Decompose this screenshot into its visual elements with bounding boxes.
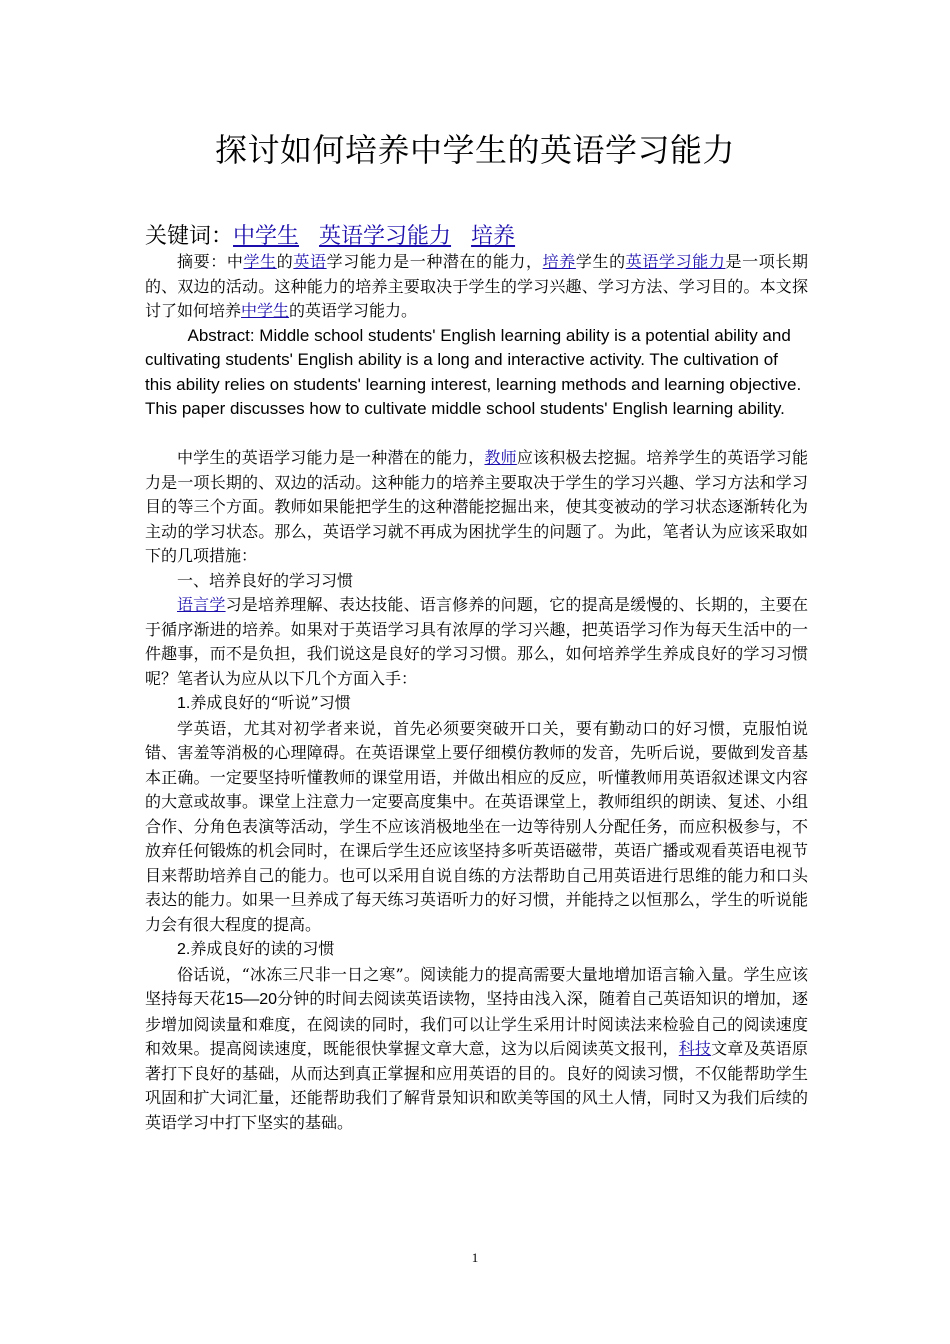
link-middle-school-students[interactable]: 中学生 xyxy=(241,301,290,320)
intro-paragraph: 中学生的英语学习能力是一种潜在的能力，教师应该积极去挖掘。培养学生的英语学习能力是一项长期的、双边的活动。这种能力的培养主要取决于学生的学习兴趣、学习方法和学习目的等三个方面。教师如果能把学生的这种潜能挖掘出来，使其变被动的学习状态逐渐转化为主动的学习状态。那么，英语学习就不再成为困扰学生的问题了。为此，笔者认为应该采取如下的几项措施： xyxy=(145,448,808,565)
keyword-link-english-learning-ability[interactable]: 英语学习能力 xyxy=(319,224,452,249)
section-1-paragraph: 语言学习是培养理解、表达技能、语言修养的问题，它的提高是缓慢的、长期的，主要在于循序渐进的培养。如果对于英语学习具有浓厚的学习兴趣，把英语学习作为每天生活中的一件趣事，而不是负担，我们说这是良好的学习习惯。那么，如何培养学生养成良好的学习习惯呢？笔者认为应从以下几个方面入手： xyxy=(145,595,808,688)
section-1-heading: 一、培养良好的学习习惯 xyxy=(177,570,354,590)
link-technology[interactable]: 科技 xyxy=(678,1039,712,1058)
subsection-2-heading: 2.养成良好的读的习惯 xyxy=(177,939,335,958)
subsection-1-heading: 1.养成良好的“听说”习惯 xyxy=(177,693,351,712)
link-linguistics[interactable]: 语言学 xyxy=(177,595,226,614)
abstract-cn: 摘要：中学生的英语学习能力是一种潜在的能力，培养学生的英语学习能力是一项长期的、双边的活动。这种能力的培养主要取决于学生的学习兴趣、学习方法、学习目的。本文探讨了如何培养中学生的英语学习能力。 xyxy=(145,252,808,320)
link-english-learning-ability[interactable]: 英语学习能力 xyxy=(625,252,726,271)
keywords-line xyxy=(145,222,815,252)
link-teacher[interactable]: 教师 xyxy=(484,448,517,467)
page-number: 1 xyxy=(471,1250,479,1265)
keywords-label: 关键词： xyxy=(145,224,234,249)
keyword-link-cultivate[interactable]: 培养 xyxy=(471,224,516,249)
keyword-link-middle-school-students[interactable]: 中学生 xyxy=(233,224,300,249)
link-english[interactable]: 英语 xyxy=(293,252,327,271)
link-students[interactable]: 学生 xyxy=(243,252,277,271)
subsection-1-paragraph: 学英语，尤其对初学者来说，首先必须要突破开口关，要有勤动口的好习惯，克服怕说错、害羞等消极的心理障碍。在英语课堂上要仔细模仿教师的发音，先听后说，要做到发音基本正确。一定要坚持听懂教师的课堂用语，并做出相应的反应，听懂教师用英语叙述课文内容的大意或故事。课堂上注意力一定要高度集中。在英语课堂上，教师组织的朗读、复述、小组合作、分角色表演等活动，学生不应该消极地坐在一边等待别人分配任务，而应积极参与，不放弃任何锻炼的机会同时，在课后学生还应该坚持多听英语磁带，英语广播或观看英语电视节目来帮助培养自己的能力。也可以采用自说自练的方法帮助自己用英语进行思维的能力和口头表达的能力。如果一旦养成了每天练习英语听力的好习惯，并能持之以恒那么，学生的听说能力会有很大程度的提高。 xyxy=(145,718,808,934)
document-title: 探讨如何培养中学生的英语学习能力 xyxy=(214,131,735,169)
blank-line xyxy=(145,422,808,447)
link-cultivate[interactable]: 培养 xyxy=(542,252,576,271)
abstract-en: Abstract: Middle school students' English learning ability is a potential ability and cultivating students' English ability is a long and interactive activity. The cultivation of this ability relies on students' learning interest, learning methods and learning objective. This paper discusses how to cultivate middle school students' English learning ability. xyxy=(145,325,802,418)
subsection-2-paragraph: 俗话说，“冰冻三尺非一日之寒”。阅读能力的提高需要大量地增加语言输入量。学生应该坚持每天花15—20分钟的时间去阅读英语读物，坚持由浅入深，随着自己英语知识的增加，逐步增加阅读量和难度，在阅读的同时，我们可以让学生采用计时阅读法来检验自己的阅读速度和效果。提高阅读速度，既能很快掌握文章大意，这为以后阅读英文报刊，科技文章及英语原著打下良好的基础，从而达到真正掌握和应用英语的目的。良好的阅读习惯，不仅能帮助学生巩固和扩大词汇量，还能帮助我们了解背景知识和欧美等国的风土人情，同时又为我们后续的英语学习中打下坚实的基础。 xyxy=(145,964,808,1132)
document-body xyxy=(145,250,808,1135)
